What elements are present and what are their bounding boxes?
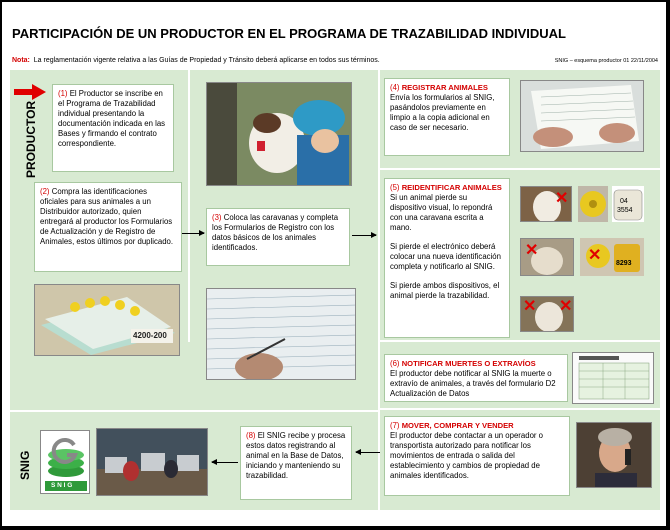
- step-7-title: MOVER, COMPRAR Y VENDER: [401, 421, 514, 430]
- arrow-8-to-office: [212, 462, 238, 463]
- filling-form-illustration: [207, 289, 356, 380]
- cross-mark-icon: ✕: [588, 247, 602, 264]
- arrow-7-to-8: [356, 452, 380, 453]
- step-8-box: [240, 426, 352, 500]
- step-4-title: REGISTRAR ANIMALES: [401, 83, 488, 92]
- arrow-3-to-4: [352, 235, 376, 236]
- step-2-box: [34, 182, 182, 272]
- start-arrow-icon: [14, 84, 46, 100]
- column-divider-1: [188, 70, 190, 342]
- cow-lost-visual-photo: [520, 186, 572, 222]
- form-d2-image: [572, 352, 654, 404]
- step-6-box: [384, 354, 568, 402]
- tags-forms-photo: [34, 284, 180, 356]
- step-1-number: (1): [58, 89, 68, 98]
- cross-mark-icon: ✕: [525, 242, 539, 259]
- ear-tagging-illustration: [207, 83, 352, 186]
- row-divider-6-7: [378, 408, 660, 410]
- step-5-box: [384, 178, 510, 338]
- row-divider-5-6: [378, 340, 660, 342]
- step-4-number: (4): [390, 83, 400, 92]
- tag-number-4200: 4200-200: [133, 331, 167, 340]
- step-3-box: [206, 208, 350, 266]
- yellow-ear-tag-icon: [578, 186, 608, 222]
- step-6-title: NOTIFICAR MUERTES O EXTRAVÍOS: [401, 359, 536, 368]
- ear-tagging-photo: [206, 82, 352, 186]
- step-6-number: (6): [390, 359, 400, 368]
- step-7-number: (7): [390, 421, 400, 430]
- phone-call-photo: [576, 422, 652, 488]
- tags-forms-illustration: [35, 285, 180, 356]
- step-4-box: [384, 78, 510, 156]
- cow-lost-both-photo: [520, 296, 574, 332]
- snig-logo-text: S N I G: [51, 482, 73, 489]
- productor-label: PRODUCTOR: [24, 100, 38, 178]
- handwritten-tag-photo: [612, 186, 644, 222]
- step-7-text: El productor debe contactar a un operador o transportista autorizado para notificar los movimientos de entrada o salida del establecimiento y cambios de propiedad de animales identificados.: [390, 431, 544, 480]
- step-2-number: (2): [40, 187, 50, 196]
- sending-forms-photo: [520, 80, 644, 152]
- handwritten-tag-icon: [612, 186, 644, 222]
- snig-office-photo: [96, 428, 208, 496]
- form-d2-illustration: [573, 353, 654, 404]
- row-divider-productor-snig: [10, 410, 378, 412]
- row-divider-4-5: [378, 168, 660, 170]
- sending-forms-illustration: [521, 81, 644, 152]
- tag-number-04: 04: [620, 198, 628, 205]
- step-1-text: El Productor se inscribe en el Programa de Trazabilidad individual presentando la documentación indicada en las Bases y firmando el contrato correspondiente.: [58, 89, 166, 148]
- slide: [2, 2, 666, 526]
- tag-pair-photo: [580, 238, 644, 276]
- step-5-paragraph-3: Si pierde ambos dispositivos, el animal pierde la trazabilidad.: [390, 281, 500, 300]
- cross-mark-icon: ✕: [523, 298, 537, 315]
- cross-mark-icon: ✕: [555, 190, 569, 207]
- step-1-box: [52, 84, 174, 172]
- cross-mark-icon: ✕: [559, 298, 573, 315]
- step-5-number: (5): [390, 183, 400, 192]
- tag-number-8293: 8293: [616, 260, 632, 267]
- cow-lost-electronic-photo: [520, 238, 574, 276]
- note-label: Nota:: [12, 57, 30, 64]
- reference-text: SNIG – esquema productor 01 22/11/2004: [554, 58, 658, 64]
- column-divider-2: [378, 70, 380, 510]
- step-3-text: Coloca las caravanas y completa los Formularios de Registro con los datos básicos de los animales identificados.: [212, 213, 339, 252]
- note-text: La reglamentación vigente relativa a las Guías de Propiedad y Tránsito deberá aplicarse en todos sus términos.: [33, 57, 380, 64]
- snig-logo: [40, 430, 90, 494]
- man-on-phone-illustration: [577, 423, 652, 488]
- step-5-title: REIDENTIFICAR ANIMALES: [401, 183, 502, 192]
- office-illustration: [97, 429, 208, 496]
- page-title: PARTICIPACIÓN DE UN PRODUCTOR EN EL PROGRAMA DE TRAZABILIDAD INDIVIDUAL: [12, 26, 566, 41]
- note: [12, 57, 380, 64]
- yellow-tag-photo: [578, 186, 608, 222]
- step-8-number: (8): [246, 431, 256, 440]
- step-2-text: Compra las identificaciones oficiales para sus animales a un Distribuidor autorizado, quien entregará al productor los Formularios de Actualización y de Registro de Animales, estos últimos por duplicado.: [40, 187, 174, 246]
- step-4-text: Envía los formularios al SNIG, pasándolos previamente en limpio a la copia adicional en caso de ser necesario.: [390, 93, 495, 132]
- step-3-number: (3): [212, 213, 222, 222]
- snig-label: SNIG: [18, 450, 32, 480]
- step-7-box: [384, 416, 570, 496]
- filling-form-photo: [206, 288, 356, 380]
- step-5-paragraph-2: Si pierde el electrónico deberá colocar una nueva identificación completa y notificarlo al SNIG.: [390, 242, 501, 271]
- step-6-text: El productor debe notificar al SNIG la muerte o extravío de animales, a través del formulario D2 Actualización de Datos: [390, 369, 556, 398]
- diagram-panel: [10, 70, 660, 510]
- step-8-text: El SNIG recibe y procesa estos datos registrando al animal en la Base de Datos, iniciando y manteniendo su trazabilidad.: [246, 431, 346, 480]
- arrow-2-to-3: [182, 233, 204, 234]
- tag-number-3554: 3554: [617, 207, 633, 214]
- step-5-paragraph-1: Si un animal pierde su dispositivo visual, lo repondrá con una caravana escrita a mano.: [390, 193, 493, 232]
